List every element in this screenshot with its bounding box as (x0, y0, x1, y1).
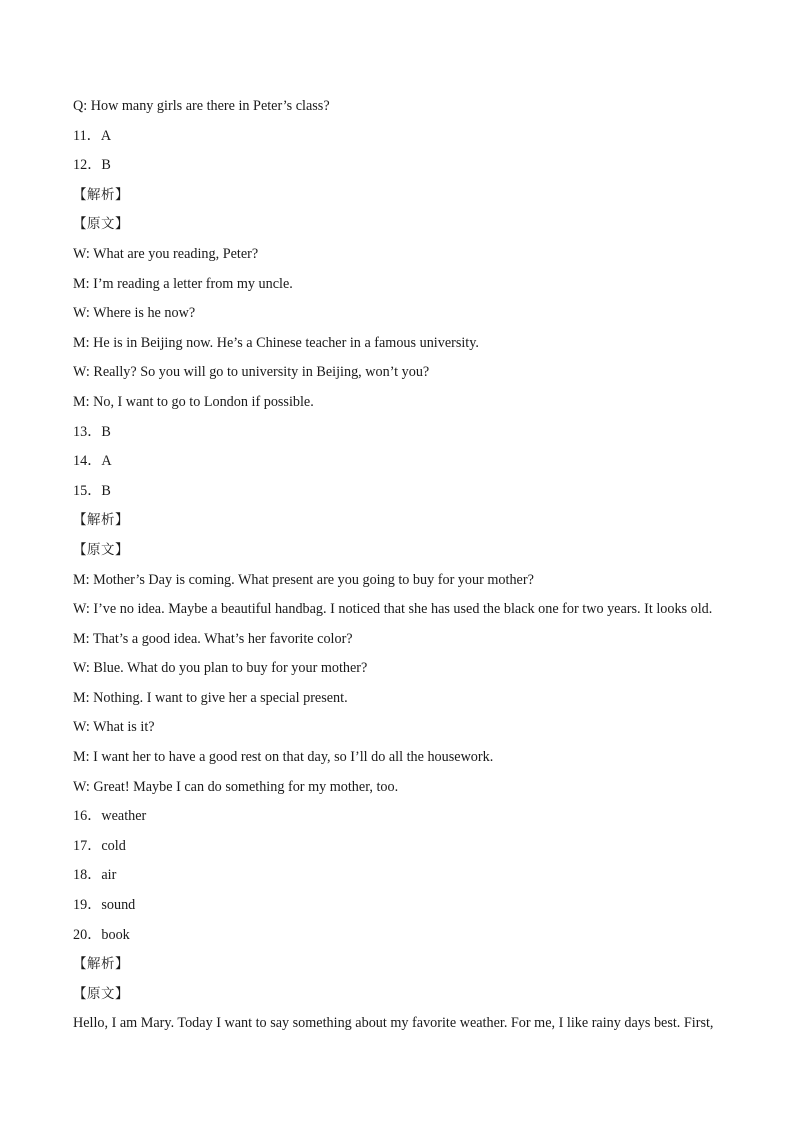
answer-12: 12．B (73, 157, 111, 174)
answer-18: 18．air (73, 867, 117, 884)
answer-11: 11．A (73, 127, 112, 144)
answer-19: 19．sound (73, 897, 136, 914)
dialogue-line: M: He is in Beijing now. He’s a Chinese teacher in a famous university. (73, 334, 479, 351)
analysis-heading: 【解析】 (73, 186, 129, 203)
dialogue-line: M: I’m reading a letter from my uncle. (73, 275, 293, 292)
transcript-heading: 【原文】 (73, 216, 129, 233)
dialogue-line: W: Where is he now? (73, 305, 196, 322)
question-line: Q: How many girls are there in Peter’s class? (73, 98, 330, 114)
answer-16: 16．weather (73, 808, 147, 825)
answer-17: 17．cold (73, 837, 126, 854)
dialogue-line: M: No, I want to go to London if possible. (73, 393, 314, 410)
dialogue-line: M: That’s a good idea. What’s her favorite color? (73, 630, 353, 647)
dialogue-line: W: Really? So you will go to university in Beijing, won’t you? (73, 364, 430, 381)
dialogue-line: M: I want her to have a good rest on that day, so I’ll do all the housework. (73, 749, 494, 766)
dialogue-line: M: Nothing. I want to give her a special present. (73, 689, 348, 706)
transcript-heading: 【原文】 (73, 541, 129, 558)
answer-15: 15．B (73, 482, 111, 499)
dialogue-line: W: Blue. What do you plan to buy for your mother? (73, 660, 368, 677)
dialogue-line: W: What is it? (73, 719, 155, 736)
answer-14: 14．A (73, 453, 112, 470)
dialogue-line: M: Mother’s Day is coming. What present are you going to buy for your mother? (73, 571, 534, 588)
analysis-heading: 【解析】 (73, 956, 129, 973)
dialogue-line: W: What are you reading, Peter? (73, 245, 259, 262)
document-body (73, 95, 733, 1042)
analysis-heading: 【解析】 (73, 512, 129, 529)
passage-line: Hello, I am Mary. Today I want to say something about my favorite weather. For me, I like rainy days best. First, (73, 1015, 714, 1032)
dialogue-line: W: Great! Maybe I can do something for my mother, too. (73, 778, 399, 795)
transcript-heading: 【原文】 (73, 985, 129, 1002)
answer-13: 13．B (73, 423, 111, 440)
dialogue-line: W: I’ve no idea. Maybe a beautiful handbag. I noticed that she has used the black one for two years. It looks old. (73, 601, 713, 618)
answer-20: 20．book (73, 926, 130, 943)
